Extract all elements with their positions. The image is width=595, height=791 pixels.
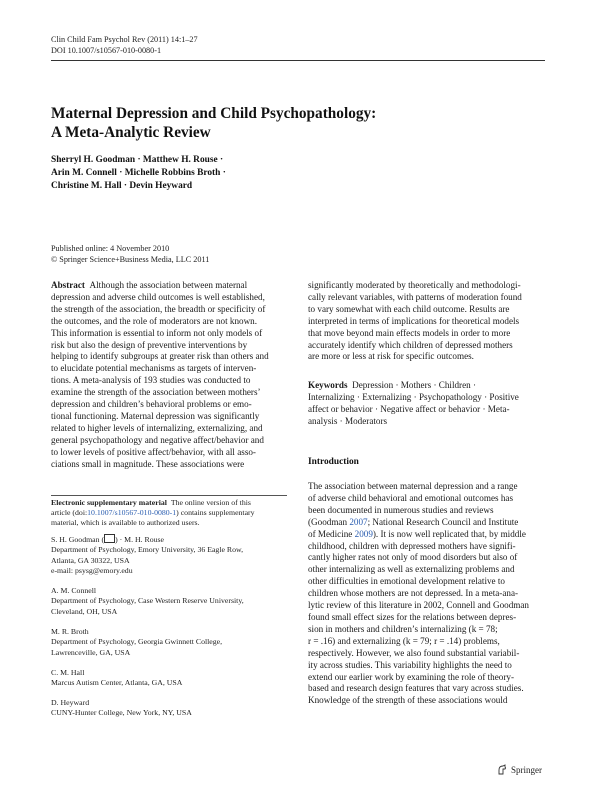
abstract-label: Abstract <box>51 280 85 290</box>
springer-horse-icon <box>496 764 508 776</box>
section-heading-introduction: Introduction <box>308 457 359 467</box>
doi: DOI 10.1007/s10567-010-0080-1 <box>51 46 162 55</box>
publisher-logo <box>496 764 542 776</box>
email-address[interactable]: e-mail: psysg@emory.edu <box>51 566 133 576</box>
footnote-rule <box>51 495 287 496</box>
author-line: Sherryl H. Goodman · Matthew H. Rouse · <box>51 155 224 165</box>
article-title: Maternal Depression and Child Psychopathology: A Meta-Analytic Review <box>51 105 377 141</box>
published-date: Published online: 4 November 2010 <box>51 244 170 253</box>
affiliation-connell: A. M. Connell Department of Psychology, Case Western Reserve University, Cleveland, OH, USA <box>51 586 244 616</box>
affiliation-hall: C. M. Hall Marcus Autism Center, Atlanta, GA, USA <box>51 668 183 688</box>
supplementary-note: Electronic supplementary material The online version of this article (doi:10.1007/s10567-010-0080-1) contains supplementary material, which is available to authorized users. <box>51 498 255 528</box>
author-list <box>51 154 351 192</box>
publisher-name: Springer <box>511 765 542 775</box>
abstract-right: significantly moderated by theoretically and methodologi- cally relevant variables, with patterns of moderation found to vary somewhat with each child outcome. Results are interpreted in terms of implications for theoretical models that move beyond main effects models in order to more accurately identify which children of depressed mothers are more or less at risk for specific outcomes. <box>308 280 522 362</box>
supplementary-doi-link[interactable]: 10.1007/s10567-010-0080-1 <box>87 508 177 518</box>
author-line: Arin M. Connell · Michelle Robbins Broth · <box>51 167 226 178</box>
keywords: Keywords Depression · Mothers · Children · Internalizing · Externalizing · Psychopathology · Positive affect or behavior · Negative affect or behavior · Meta- analysis · Moderators <box>308 380 519 426</box>
keywords-label: Keywords <box>308 380 348 390</box>
author-line: Christine M. Hall · Devin Heyward <box>51 180 193 191</box>
header-rule <box>51 60 545 61</box>
citation-link[interactable]: 2009 <box>354 528 373 539</box>
citation-link[interactable]: 2007 <box>349 516 368 527</box>
affiliation-heyward: D. Heyward CUNY-Hunter College, New York, NY, USA <box>51 698 192 718</box>
introduction-body: The association between maternal depression and a range of adverse child behavioral and emotional outcomes has been documented in numerous studies and reviews (Goodman 2007; National Research Council and Institute of Medicine 2009). It is now well replicated that, by middle childhood, children with depressed mothers have signifi- cantly higher rates not only of mood disorders but also of other internalizing as well as externalizing problems and other difficulties in emotional development relative to children whose mothers are not depressed. In a meta-ana- lytic review of this literature in 2002, Connell and Goodman found small effect sizes for the relations between depres- sion in mothers and children’s internalizing (k = 78; r = .16) and externalizing (k = 79; r = .14) problems, respectively. However, we also found substantial variabil- ity across studies. This variability highlights the need to extend our earlier work by examining the role of theory- based and research design features that vary across studies. Knowledge of the strength of these associations would <box>308 481 529 706</box>
copyright: © Springer Science+Business Media, LLC 2011 <box>51 255 210 264</box>
journal-citation: Clin Child Fam Psychol Rev (2011) 14:1–27 <box>51 35 198 44</box>
abstract-left: Abstract Although the association between maternal depression and adverse child outcomes is well established, the strength of the association, the breadth or specificity of the outcomes, and the role of moderators are not known. This information is essential to inform not only models of risk but also the design of preventive interventions by helping to identify subgroups at greater risk than others and to elucidate potential mechanisms as targets of interven- tions. A meta-analysis of 193 studies was conducted to examine the strength of the association between mothers’ depression and children’s behavioral problems or emo- tional functioning. Maternal depression was significantly related to higher levels of internalizing, externalizing, and general psychopathology and negative affect/behavior and to lower levels of positive affect/behavior, with all asso- ciations small in magnitude. These associations were <box>51 280 269 469</box>
email-envelope-icon <box>104 534 115 543</box>
affiliation-goodman: S. H. Goodman ( ) · M. H. Rouse Department of Psychology, Emory University, 36 Eagle Row, Atlanta, GA 30322, USA e-mail: psysg@emory.edu <box>51 534 287 577</box>
affiliation-broth: M. R. Broth Department of Psychology, Georgia Gwinnett College, Lawrenceville, GA, USA <box>51 627 223 657</box>
